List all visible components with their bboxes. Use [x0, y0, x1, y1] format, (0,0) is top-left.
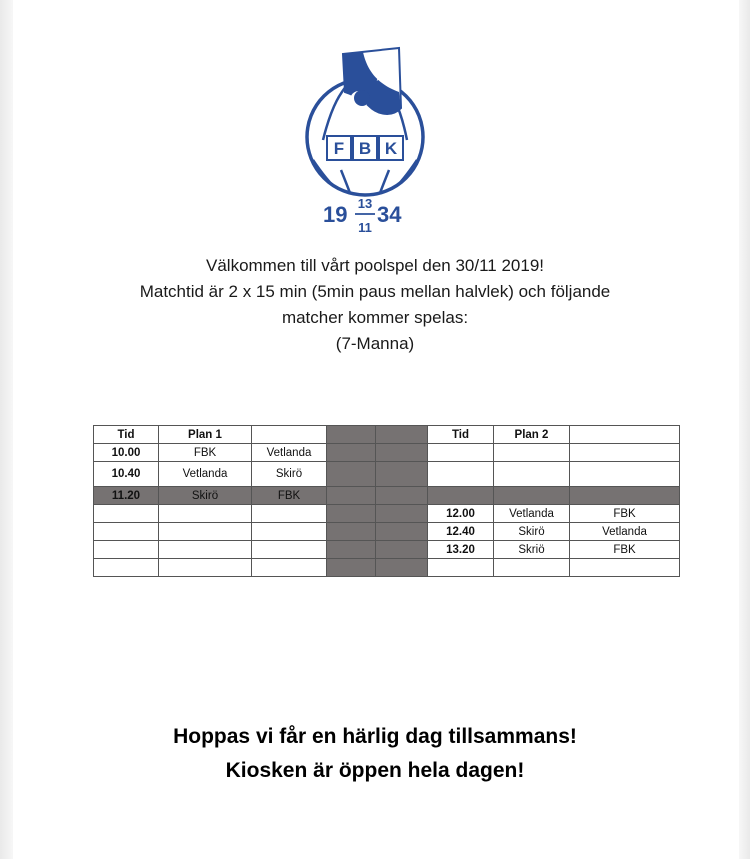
match-time: 10.00 — [94, 444, 159, 462]
intro-line-2: Matchtid är 2 x 15 min (5min paus mellan halvlek) och följande — [139, 282, 611, 301]
table-row-empty — [94, 559, 680, 577]
match-time: 13.20 — [428, 541, 494, 559]
logo-year-bottom: 11 — [358, 220, 372, 235]
match-time: 12.40 — [428, 523, 494, 541]
away-team: Vetlanda — [570, 523, 680, 541]
away-team: Skirö — [252, 462, 327, 487]
intro-line-1: Välkommen till vårt poolspel den 30/11 2019! — [206, 256, 544, 275]
intro-line-3: matcher kommer spelas: — [281, 308, 469, 327]
logo-year-tail: 34 — [377, 202, 402, 227]
intro-line-4: (7-Manna) — [335, 334, 415, 353]
divider-cell — [376, 426, 428, 444]
away-team: Vetlanda — [252, 444, 327, 462]
divider-cell — [327, 426, 376, 444]
table-row — [94, 505, 680, 523]
table-row — [94, 541, 680, 559]
closing-line-1: Hoppas vi får en härlig dag tillsammans! — [173, 725, 577, 748]
closing-message — [60, 720, 690, 788]
match-time: 11.20 — [94, 487, 159, 505]
away-team: FBK — [570, 505, 680, 523]
intro-text — [60, 253, 690, 357]
home-team: Skirö — [159, 487, 252, 505]
table-row-shaded — [94, 487, 680, 505]
fbk-club-logo — [303, 40, 437, 235]
table-row — [94, 462, 680, 487]
match-schedule-table — [93, 425, 680, 577]
table-row — [94, 444, 680, 462]
logo-letter-f: F — [333, 139, 345, 158]
plan2-time-header: Tid — [428, 426, 494, 444]
away-team: FBK — [252, 487, 327, 505]
logo-letter-k: K — [384, 139, 398, 158]
plan2-title: Plan 2 — [494, 426, 570, 444]
closing-line-2: Kiosken är öppen hela dagen! — [225, 759, 525, 782]
match-time: 10.40 — [94, 462, 159, 487]
logo-letter-b: B — [358, 139, 372, 158]
logo-year-top: 13 — [357, 196, 373, 211]
page-edge-left — [0, 0, 13, 859]
page-edge-right — [739, 0, 750, 859]
plan1-title: Plan 1 — [159, 426, 252, 444]
logo-year-lead: 19 — [323, 202, 348, 227]
table-header-row — [94, 426, 680, 444]
home-team: Vetlanda — [494, 505, 570, 523]
match-time: 12.00 — [428, 505, 494, 523]
away-team: FBK — [570, 541, 680, 559]
home-team: Vetlanda — [159, 462, 252, 487]
home-team: Skriö — [494, 541, 570, 559]
plan1-time-header: Tid — [94, 426, 159, 444]
home-team: Skirö — [494, 523, 570, 541]
table-row — [94, 523, 680, 541]
home-team: FBK — [159, 444, 252, 462]
